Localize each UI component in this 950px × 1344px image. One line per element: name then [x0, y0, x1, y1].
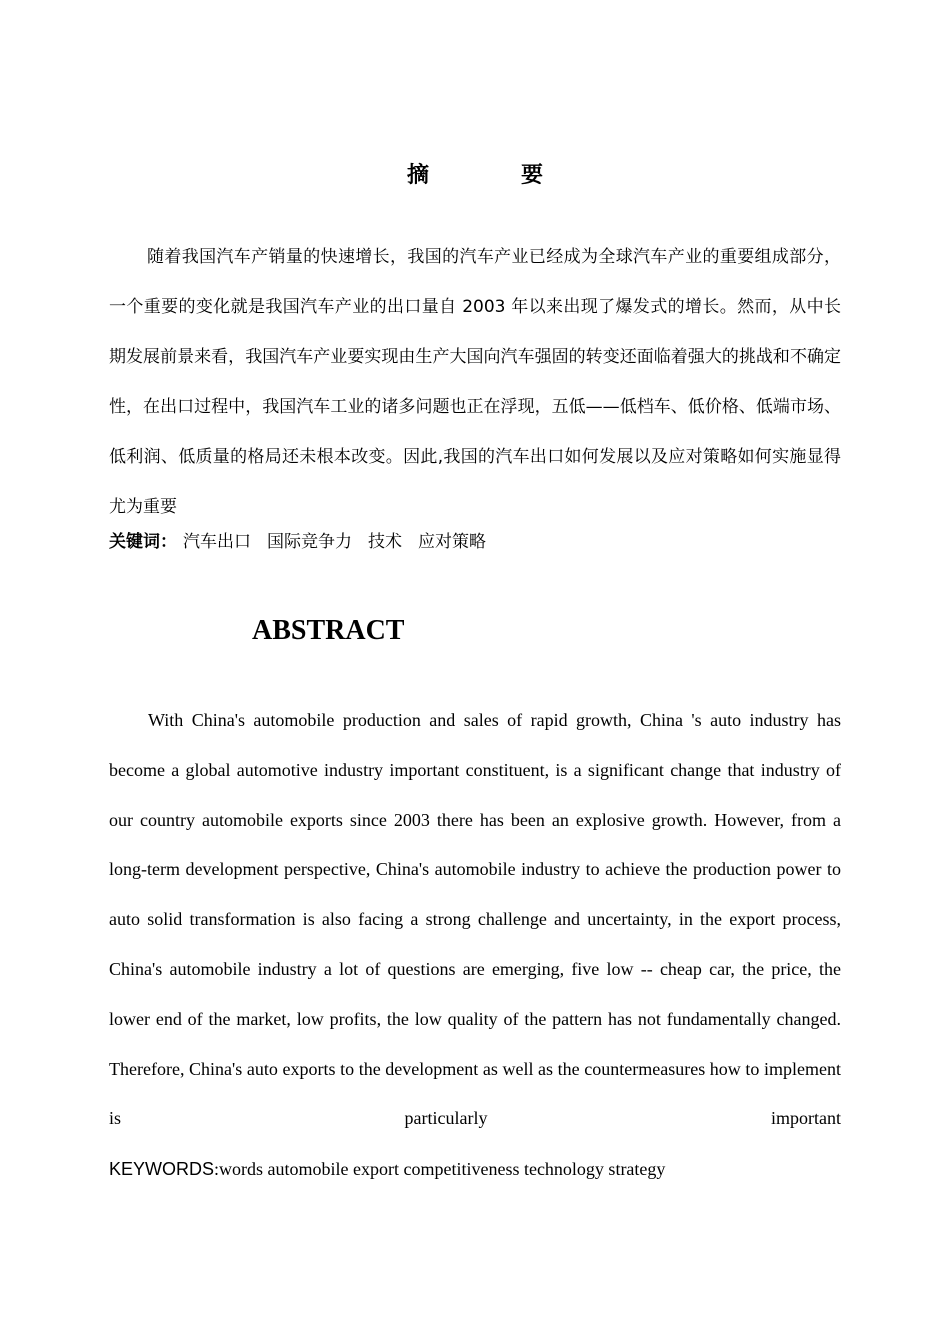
chinese-abstract-body: 随着我国汽车产销量的快速增长，我国的汽车产业已经成为全球汽车产业的重要组成部分，一个重要的变化就是我国汽车产业的出口量自 2003 年以来出现了爆发式的增长。然而，从中长期发展前景来看，我国汽车产业要实现由生产大国向汽车强固的转变还面临着强大的挑战和不确定性，在出口过程中，我国汽车工业的诸多问题也正在浮现，五低——低档车、低价格、低端市场、低利润、低质量的格局还未根本改变。因此,我国的汽车出口如何发展以及应对策略如何实施显得尤为重要 — [109, 247, 841, 517]
english-abstract-title: ABSTRACT — [252, 615, 405, 646]
chinese-keyword: 技术 — [368, 532, 402, 552]
chinese-keyword: 汽车出口 — [183, 532, 251, 552]
chinese-title-char-left: 摘 — [406, 163, 429, 188]
chinese-abstract-title — [0, 158, 950, 189]
english-abstract-body: With China's automobile production and sales of rapid growth, China 's auto industry has become a global automotive industry important constituent, is a significant change that industry of our country automobile exports since 2003 there has been an explosive growth. However, from a long-term development perspective, China's automobile industry to achieve the production power to auto solid transformation is also facing a strong challenge and uncertainty, in the export process, China's automobile industry a lot of questions are emerging, five low -- cheap car, the price, the lower end of the market, low profits, the low quality of the pattern has not fundamentally changed. Therefore, China's auto exports to the development as well as the countermeasures how to implement is particularly important — [109, 710, 841, 1129]
english-keywords-label: KEYWORDS — [109, 1159, 215, 1179]
chinese-keywords — [109, 528, 849, 556]
english-keywords — [109, 1155, 849, 1183]
english-keywords-text: :words automobile export competitiveness technology strategy — [214, 1159, 666, 1179]
chinese-title-char-right: 要 — [521, 163, 544, 188]
chinese-keyword: 应对策略 — [418, 532, 486, 552]
chinese-keyword: 国际竞争力 — [267, 532, 352, 552]
chinese-keywords-label: 关键词： — [109, 532, 177, 552]
